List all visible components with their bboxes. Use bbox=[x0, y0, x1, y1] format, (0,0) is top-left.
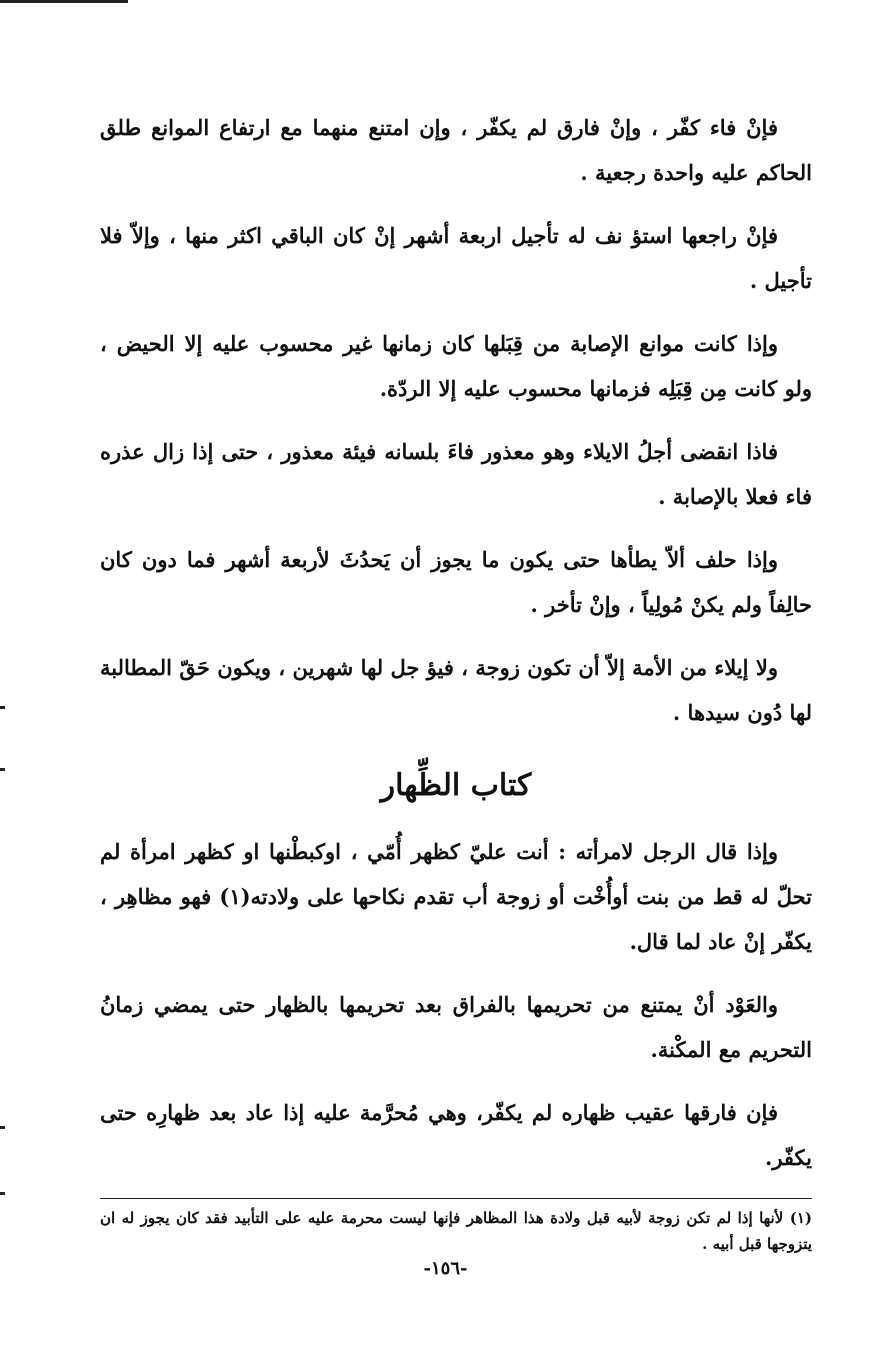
footnote: (١) لأنها إذا لم تكن زوجة لأبيه قبل ولادة هذا المظاهر فإنها ليست محرمة عليه على التأبيد فقد كان يجوز له ان يتزوجها قبل أبيه . bbox=[100, 1209, 812, 1253]
margin-mark bbox=[0, 1192, 5, 1195]
page-number: -١٥٦- bbox=[423, 1258, 468, 1279]
paragraph: ولا إيلاء من الأمة إلاّ أن تكون زوجة ، فيؤ جل لها شهرين ، ويكون حَقّ المطالبة لها دُون سيدها . bbox=[100, 655, 812, 725]
paragraph: وإذا قال الرجل لامرأته : أنت عليّ كظهر أُمّي ، اوكبطْنها او كظهر امرأة لم تحلّ له قط من بنت أوأُخْت أو زوجة أب تقدم نكاحها على ولادته(١) فهو مظاهِر ، يكفّر إنْ عاد لما قال. bbox=[100, 839, 813, 954]
paragraph: وإذا حلف ألاّ يطأها حتى يكون ما يجوز أن يَحدُثَ لأربعة أشهر فما دون كان حالِفاً ولم يكنْ مُولِياً ، وإنْ تأخر . bbox=[100, 547, 812, 617]
footnote-divider bbox=[100, 1198, 812, 1199]
paragraph: فإنْ فاء كفّر ، وإنْ فارق لم يكفّر ، وإن امتنع منهما مع ارتفاع الموانع طلق الحاكم عليه واحدة رجعية . bbox=[100, 115, 812, 185]
paragraph: فاذا انقضى أجلُ الايلاء وهو معذور فاءَ بلسانه فيئة معذور ، حتى إذا زال عذره فاء فعلا بالإصابة . bbox=[100, 439, 812, 509]
margin-mark bbox=[0, 706, 5, 709]
margin-mark bbox=[0, 768, 5, 771]
page-body bbox=[100, 105, 812, 1257]
paragraph: والعَوْد أنْ يمتنع من تحريمها بالفراق بعد تحريمها بالظهار حتى يمضي زمانُ التحريم مع المكْنة. bbox=[100, 992, 812, 1062]
margin-mark bbox=[0, 1126, 5, 1129]
top-border-line bbox=[0, 0, 128, 3]
paragraph: وإذا كانت موانع الإصابة من قِبَلها كان زمانها غير محسوب عليه إلا الحيض ، ولو كانت مِن قِبَلِه فزمانها محسوب عليه إلا الردّة. bbox=[100, 331, 812, 401]
paragraph: فإن فارقها عقيب ظهاره لم يكفّر، وهي مُحرَّمة عليه إذا عاد بعد ظهارِه حتى يكفّر. bbox=[100, 1100, 812, 1170]
paragraph: فإنْ راجعها استؤ نف له تأجيل اربعة أشهر إنْ كان الباقي اكثر منها ، وإلاّ فلا تأجيل . bbox=[100, 223, 812, 293]
section-title: كتاب الظِّهار bbox=[380, 768, 532, 803]
